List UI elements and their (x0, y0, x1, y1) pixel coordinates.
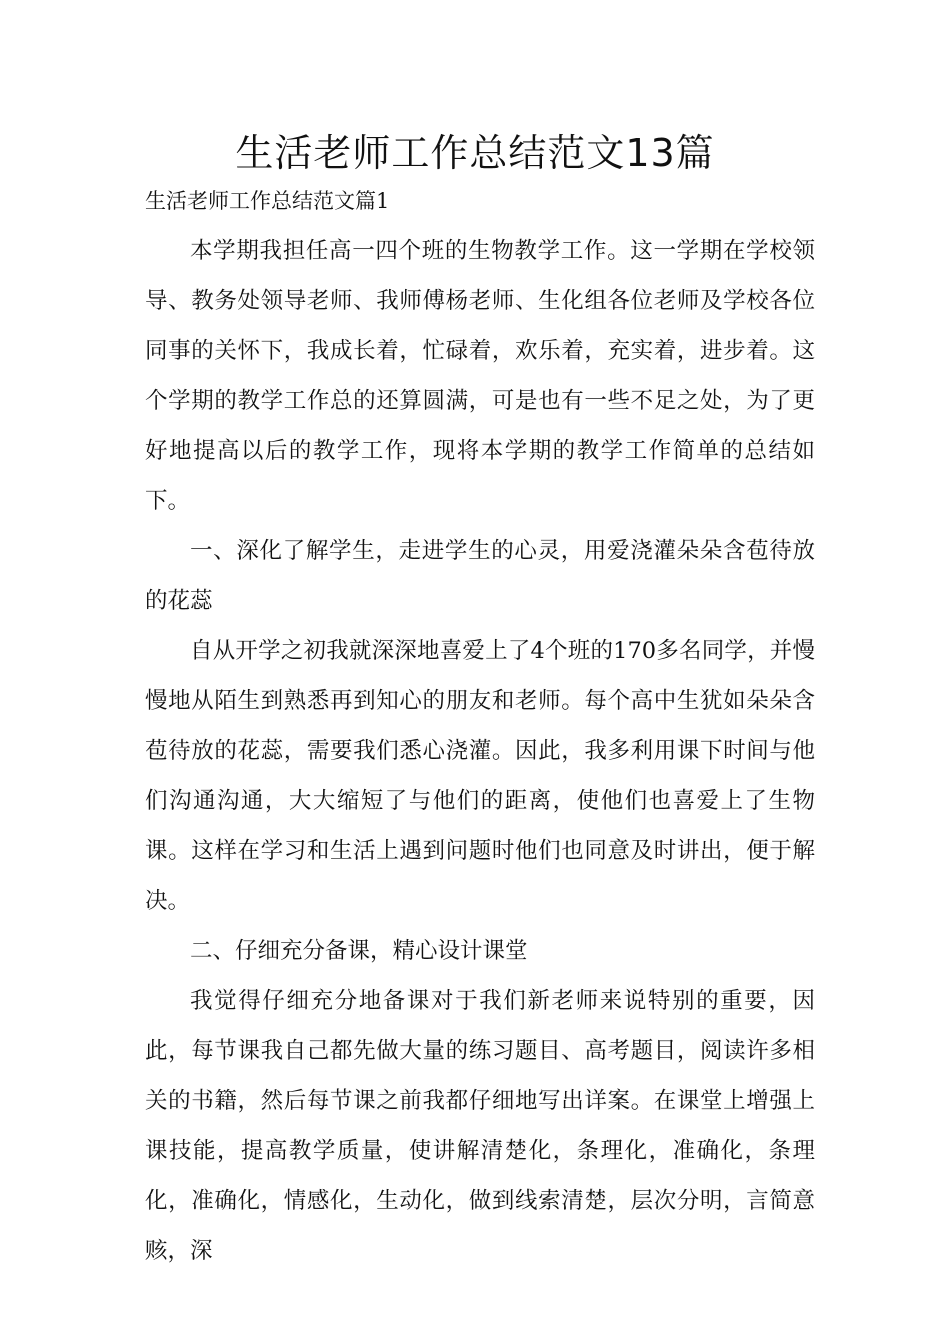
section-body-1: 自从开学之初我就深深地喜爱上了4个班的170多名同学，并慢慢地从陌生到熟悉再到知心的朋友和老师。每个高中生犹如朵朵含苞待放的花蕊，需要我们悉心浇灌。因此，我多利用课下时间与他们沟通沟通，大大缩短了与他们的距离，使他们也喜爱上了生物课。这样在学习和生活上遇到问题时他们也同意及时讲出，便于解决。 (145, 638, 815, 914)
document-subtitle: 生活老师工作总结范文篇1 (145, 189, 390, 213)
intro-paragraph: 本学期我担任高一四个班的生物教学工作。这一学期在学校领导、教务处领导老师、我师傅杨老师、生化组各位老师及学校各位同事的关怀下，我成长着，忙碌着，欢乐着，充实着，进步着。这个学期的教学工作总的还算圆满，可是也有一些不足之处，为了更好地提高以后的教学工作，现将本学期的教学工作简单的总结如下。 (145, 238, 815, 514)
section-body-2: 我觉得仔细充分地备课对于我们新老师来说特别的重要，因此，每节课我自己都先做大量的练习题目、高考题目，阅读许多相关的书籍，然后每节课之前我都仔细地写出详案。在课堂上增强上课技能，提高教学质量，使讲解清楚化，条理化，准确化，条理化，准确化，情感化，生动化，做到线索清楚，层次分明，言简意赅，深 (145, 988, 815, 1264)
document-title: 生活老师工作总结范文13篇 (235, 131, 715, 175)
section-heading-2: 二、仔细充分备课，精心设计课堂 (190, 938, 528, 964)
section-heading-1: 一、深化了解学生，走进学生的心灵，用爱浇灌朵朵含苞待放的花蕊 (145, 538, 815, 614)
